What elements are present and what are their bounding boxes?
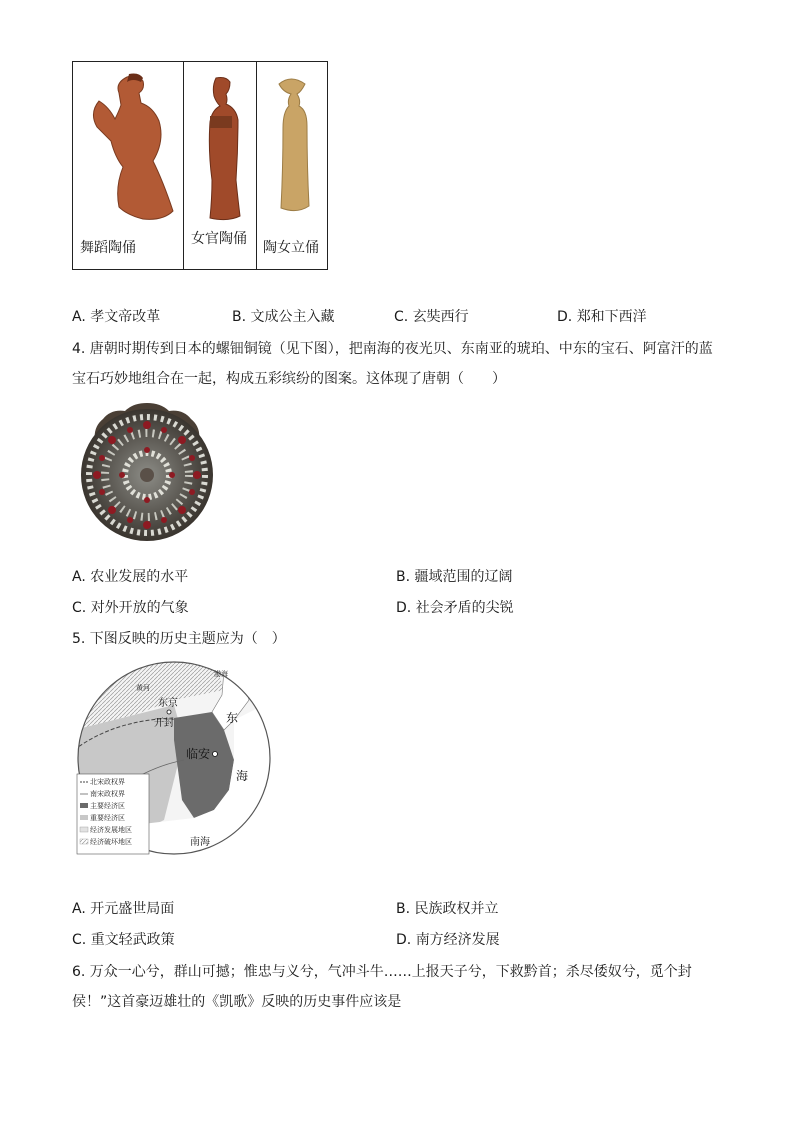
map-label-linan: 临安 <box>186 747 211 761</box>
legend-item-2: 南宋政权界 <box>90 790 125 798</box>
figure-label-standing: 陶女立俑 <box>263 240 319 256</box>
q3-option-a[interactable] <box>72 307 160 327</box>
figure-label-official: 女官陶俑 <box>191 231 247 247</box>
legend-item-3: 主要经济区 <box>90 802 125 810</box>
q4-option-a-letter: A. <box>72 569 86 585</box>
q4-option-b-letter: B. <box>396 569 411 585</box>
q4-option-c[interactable] <box>72 598 189 618</box>
dancing-figurine-image <box>79 72 179 232</box>
q4-stem-line-2: 宝石巧妙地组合在一起，构成五彩缤纷的图案。这体现了唐朝（ ） <box>72 371 506 387</box>
q3-option-a-letter: A. <box>72 309 86 325</box>
q3-option-c-letter: C. <box>394 309 409 325</box>
q3-option-b[interactable] <box>232 307 335 327</box>
map-label-dongjing: 东京 <box>158 698 178 709</box>
map-label-hai-east: 海 <box>236 769 249 783</box>
figure-cell-standing <box>256 62 327 269</box>
q3-option-b-letter: B. <box>232 309 247 325</box>
standing-female-figurine-image <box>269 76 315 226</box>
q4-option-a-text: 农业发展的水平 <box>90 569 189 585</box>
q4-option-c-text: 对外开放的气象 <box>90 600 189 616</box>
q4-option-d-letter: D. <box>396 600 412 616</box>
q5-stem: 5. 下图反映的历史主题应为（ ） <box>72 631 286 647</box>
q3-option-d-letter: D. <box>557 309 573 325</box>
q4-option-a[interactable] <box>72 567 188 587</box>
legend-item-4: 重要经济区 <box>90 814 125 822</box>
map-legend <box>77 774 149 854</box>
q4-option-c-letter: C. <box>72 600 87 616</box>
map-label-dong: 东 <box>226 711 239 725</box>
figure-label-dancer: 舞蹈陶俑 <box>80 240 136 256</box>
legend-item-1: 北宋政权界 <box>90 778 125 786</box>
map-label-nanhai: 南海 <box>190 837 210 848</box>
q5-option-b-text: 民族政权并立 <box>414 901 499 917</box>
q5-option-a-text: 开元盛世局面 <box>90 901 175 917</box>
q5-option-d-text: 南方经济发展 <box>415 932 500 948</box>
q3-option-b-text: 文成公主入藏 <box>250 309 335 325</box>
q3-option-d[interactable] <box>557 307 647 327</box>
q5-option-a-letter: A. <box>72 901 86 917</box>
figure-cell-dancer <box>73 62 183 269</box>
q6-stem-line-2: 侯！”这首豪迈雄壮的《凯歌》反映的历史事件应该是 <box>72 994 402 1010</box>
legend-item-5: 经济发展地区 <box>90 826 132 834</box>
q5-option-c-text: 重文轻武政策 <box>90 932 175 948</box>
map-label-bohai: 渤海 <box>214 670 228 678</box>
q5-option-d-letter: D. <box>396 932 412 948</box>
legend-item-6: 经济破坏地区 <box>90 838 132 846</box>
q4-option-d-text: 社会矛盾的尖锐 <box>415 600 514 616</box>
q4-option-d[interactable] <box>396 598 514 618</box>
map-label-kaifeng: 开封 <box>154 718 174 729</box>
map-label-huanghe: 黄河 <box>136 684 150 692</box>
q5-option-b-letter: B. <box>396 901 411 917</box>
q3-option-c[interactable] <box>394 307 469 327</box>
song-dynasty-map <box>74 660 274 860</box>
q4-option-b[interactable] <box>396 567 513 587</box>
q5-option-c[interactable] <box>72 930 175 950</box>
q3-option-a-text: 孝文帝改革 <box>90 309 161 325</box>
q5-option-c-letter: C. <box>72 932 87 948</box>
q4-stem-line-1: 4. 唐朝时期传到日本的螺钿铜镜（见下图），把南海的夜光贝、东南亚的琥珀、中东的宝石、阿富汗的蓝 <box>72 341 713 357</box>
figurine-table <box>72 61 328 270</box>
q6-stem-line-1: 6. 万众一心兮，群山可撼；惟忠与义兮，气冲斗牛……上报天子兮，下救黔首；杀尽倭奴兮，觅个封 <box>72 964 692 980</box>
q5-option-d[interactable] <box>396 930 500 950</box>
figure-cell-official <box>183 62 256 269</box>
q5-option-a[interactable] <box>72 899 174 919</box>
female-official-figurine-image <box>196 76 246 226</box>
q4-option-b-text: 疆域范围的辽阔 <box>414 569 513 585</box>
q5-option-b[interactable] <box>396 899 499 919</box>
mirror-image <box>72 400 222 550</box>
q3-option-c-text: 玄奘西行 <box>412 309 469 325</box>
q3-option-d-text: 郑和下西洋 <box>576 309 647 325</box>
